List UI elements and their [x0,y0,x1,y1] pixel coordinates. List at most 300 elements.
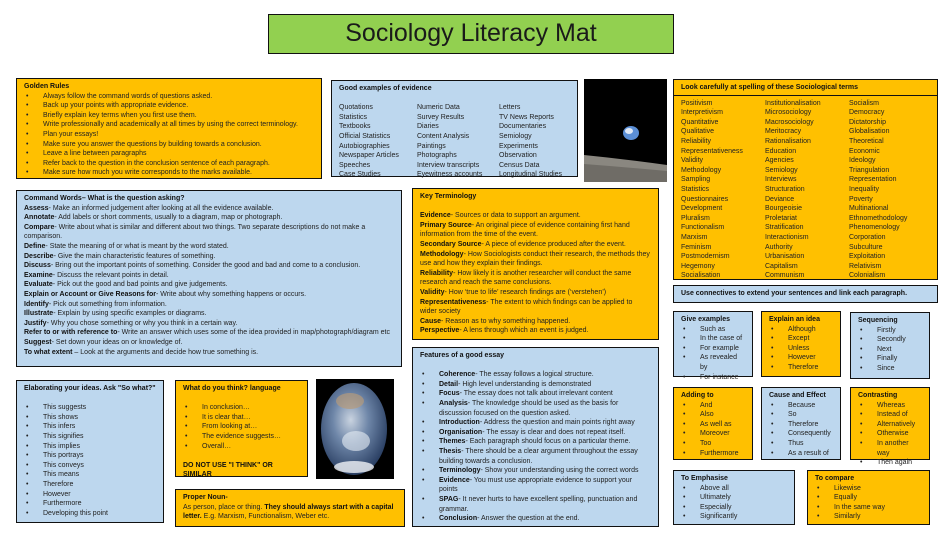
grid-term: Institutionalisation [765,99,821,107]
grid-term: Semiology [765,166,798,174]
list-item: • In another way [858,439,922,458]
compare-box [807,470,930,525]
list-item: • In the same way [815,503,922,513]
list-item: • As a result of [769,449,833,459]
what-do-you-think-box [175,380,308,477]
definition-text: The essay follows a logical structure. [479,371,594,379]
definition-item [420,326,651,336]
list-item: • Similarly [815,512,922,522]
grid-term: Official Statistics [339,132,391,140]
list-item: • Consequently [769,429,833,439]
list-item: • The evidence suggests… [183,432,300,442]
definition-item [420,466,651,476]
command-words-list [24,204,394,358]
sequencing-box [850,312,930,379]
grid-term: Functionalism [681,224,725,232]
spelling-grid [681,99,930,281]
grid-term: Representativeness [681,147,743,155]
sequencing-heading: Sequencing [858,317,898,324]
definition-text: Write an answer which uses some of the idea provided in map/photograph/diagram etc [121,329,390,337]
definition-sep: - [117,329,122,337]
definition-term: Secondary Source [420,240,482,248]
list-item: • Plan your essays! [24,130,314,140]
grid-term: Authority [765,243,793,251]
definition-term: Thesis [439,447,462,455]
grid-term: Communism [765,272,805,280]
evidence-heading: Good examples of evidence [339,85,432,92]
list-item: • Furthermore [24,499,156,509]
definition-item [24,213,394,223]
definition-item [420,288,651,298]
definition-sep: - [465,438,470,446]
list-item: • And [681,401,745,411]
list-item: • Therefore [24,480,156,490]
definition-term: Discuss [24,262,51,270]
definition-sep: - [453,269,458,277]
definition-text: Answer the question at the end. [481,515,580,523]
definition-sep: - [52,281,58,289]
list-item: • This portrays [24,451,156,461]
definition-item [420,437,651,447]
emphasise-list [681,484,787,522]
list-item: • Make sure you answer the questions by building towards a conclusion. [24,140,314,150]
definition-item [24,300,394,310]
definition-term: Identify [24,300,49,308]
definition-item [420,514,651,524]
definition-term: Cause [420,317,442,325]
definition-sep: - [480,467,485,475]
grid-term: Multinational [849,205,889,213]
definition-text: Discuss the relevant points in detail. [57,271,169,279]
definition-text: Show your understanding using the correct words [484,467,639,475]
list-item: • This signifies [24,432,156,442]
grid-term: Longitudinal Studies [499,171,563,179]
spelling-heading: Look carefully at spelling of these Sociological terms [674,83,937,96]
definition-text: The knowledge should be used as the basis for discussion focused on the question asked. [439,399,619,417]
list-item: • Ultimately [681,493,787,503]
grid-term: Autobiographies [339,142,390,150]
definition-text: Why you chose something or why you think in a certain way. [50,319,238,327]
definition-sep: - [54,214,59,222]
definition-term: Evidence [420,212,451,220]
explain-idea-heading: Explain an idea [769,316,820,323]
grid-term: Interviews [765,176,797,184]
grid-term: Semiology [499,132,532,140]
list-item: • Except [769,334,833,344]
definition-sep: - [461,447,466,455]
list-item: • So [769,410,833,420]
cause-effect-box [761,387,841,460]
definition-term: Annotate [24,214,55,222]
list-item: • Briefly explain key terms when you first use them. [24,111,314,121]
grid-term: Hegemony [681,262,715,270]
definition-item [420,221,651,240]
grid-term: Case Studies [339,171,381,179]
definition-sep: - [479,419,484,427]
list-item: • Unless [769,344,833,354]
list-item: • However [24,490,156,500]
grid-term: TV News Reports [499,113,554,121]
definition-item [24,338,394,348]
definition-text: Make an informed judgement after looking at all the evidence available. [52,204,274,212]
list-item: • This suggests [24,403,156,413]
definition-term: Primary Source [420,221,472,229]
grid-term: Economic [849,147,880,155]
definition-term: Describe [24,252,54,260]
connectives-heading: Use connectives to extend your sentences and link each paragraph. [681,290,908,297]
contrasting-box [850,387,930,467]
definition-sep: - [52,271,58,279]
definition-sep: - [48,204,53,212]
definition-text: Look at the arguments and decide how true something is. [80,348,259,356]
grid-term: Eyewitness accounts [417,171,483,179]
list-item: • Equally [815,493,922,503]
grid-term: Newspaper Articles [339,152,399,160]
grid-term: Observation [499,152,537,160]
list-item: • Also [681,410,745,420]
grid-term: Postmodernism [681,253,730,261]
grid-term: Census Data [499,161,540,169]
definition-text: Each paragraph should focus on a particular theme. [469,438,631,446]
definition-sep: - [53,252,58,260]
definition-text: You must use appropriate evidence to support your points [439,476,633,494]
grid-term: Representation [849,176,897,184]
proper-noun-heading: Proper Noun- [183,494,228,501]
definition-term: Organisation [439,428,483,436]
definition-term: To what extent [24,348,73,356]
list-item: • Therefore [769,420,833,430]
grid-term: Bourgeoisie [765,205,802,213]
grid-term: Qualitative [681,128,715,136]
definition-term: Illustrate [24,310,54,318]
definition-item [24,204,394,214]
list-item: • As revealed by [681,353,745,372]
definition-text: A piece of evidence produced after the event. [485,240,626,248]
page-title: Sociology Literacy Mat [268,14,674,54]
definition-sep: - [54,223,59,231]
list-item: • Secondly [858,335,922,345]
grid-term: Marxism [681,233,708,241]
definition-sep: - [51,338,56,346]
grid-term: Statistics [681,185,710,193]
definition-sep: - [46,319,51,327]
golden-rules-list [24,92,314,178]
grid-term: Socialisation [681,272,721,280]
list-item: • Likewise [815,484,922,494]
definition-item [24,290,394,300]
list-item: • This means [24,470,156,480]
cause-effect-heading: Cause and Effect [769,392,826,399]
definition-text: An original piece of evidence containing first hand information from the time of the event. [420,221,630,239]
definition-term: Evidence [439,476,470,484]
grid-term: Ideology [849,157,876,165]
grid-term: Stratification [765,224,804,232]
definition-item [24,280,394,290]
list-item: • This infers [24,422,156,432]
definition-term: Introduction [439,419,480,427]
proper-noun-box [175,489,405,527]
grid-term: Survey Results [417,113,465,121]
grid-term: Letters [499,104,521,112]
definition-text: The essay is clear and does not repeat itself. [486,428,626,436]
list-item: • This conveys [24,461,156,471]
grid-term: Microsociology [765,109,812,117]
definition-text: High level understanding is demonstrated [462,380,592,388]
definition-term: Define [24,242,46,250]
list-item: • Always follow the command words of questions asked. [24,92,314,102]
definition-text: How likely it is another researcher will conduct the same research and reach the same conclusions. [420,269,632,287]
definition-item [24,223,394,242]
grid-term: Capitalism [765,262,798,270]
definition-text: Give the main characteristic features of something. [57,252,216,260]
list-item: • Write professionally and academically at all times by using the correct terminology. [24,120,314,130]
definition-term: Detail [439,380,459,388]
definition-term: Justify [24,319,47,327]
definition-item [420,495,651,514]
elaborating-heading: Elaborating your ideas. Ask "So what?" [24,385,156,392]
list-item: • In the case of [681,334,745,344]
definition-sep: - [471,221,476,229]
list-item: • Thus [769,439,833,449]
give-examples-heading: Give examples [681,316,731,323]
definition-text: Set down your ideas on or knowledge of. [55,338,183,346]
definition-sep: - [50,262,56,270]
definition-item [420,447,651,466]
definition-item [420,380,651,390]
grid-term: Proletariat [765,214,797,222]
list-item: • Therefore [769,363,833,373]
definition-text: It never hurts to have excellent spelling, punctuation and grammar. [439,495,638,513]
what-do-you-think-list [183,403,300,451]
grid-term: Paintings [417,142,446,150]
grid-term: Photographs [417,152,457,160]
elaborating-list [24,403,156,518]
definition-term: Compare [24,223,55,231]
definition-term: Assess [24,204,49,212]
definition-item [420,317,651,327]
definition-item [420,428,651,438]
emphasise-box [673,470,795,525]
definition-sep: – [72,348,81,356]
key-terminology-heading: Key Terminology [420,193,477,200]
grid-term: Interpretivism [681,109,724,117]
definition-sep: - [469,476,474,484]
cause-effect-list [769,401,833,459]
list-item: • Significantly [681,512,787,522]
definition-sep: - [45,242,50,250]
elaborating-box [16,380,164,523]
list-item: • For instance [681,373,745,383]
definition-sep: - [459,390,464,398]
evidence-box [331,80,578,177]
grid-term: Interactionism [765,233,809,241]
list-item: • Otherwise [858,429,922,439]
list-item: • In conclusion… [183,403,300,413]
definition-item [420,298,651,317]
list-item: • Although [769,325,833,335]
definition-item [24,319,394,329]
definition-text: Write about why something happens or occurs. [160,290,307,298]
grid-term: Agencies [765,157,794,165]
list-item: • This implies [24,442,156,452]
definition-term: Suggest [24,338,52,346]
key-terminology-list [420,211,651,336]
grid-term: Globalisation [849,128,890,136]
definition-sep: - [481,240,486,248]
definition-sep: - [53,310,58,318]
definition-text: State the meaning of or what is meant by the word stated. [49,242,229,250]
list-item: • Such as [681,325,745,335]
definition-item [24,242,394,252]
grid-term: Sampling [681,176,711,184]
list-item: • Instead of [858,410,922,420]
grid-term: Macrosociology [765,118,814,126]
contrasting-list [858,401,922,468]
definition-sep: - [486,298,491,306]
proper-noun-rule: They should always start with a capital letter. [183,503,394,521]
list-item: • Since [858,364,922,374]
earthrise-photo [584,79,667,182]
grid-term: Documentaries [499,123,547,131]
grid-term: Pluralism [681,214,710,222]
contrasting-heading: Contrasting [858,392,898,399]
grid-term: Deviance [765,195,795,203]
features-list [420,370,651,524]
definition-text: The extent to which findings can be applied to wider society [420,298,633,316]
explain-idea-box [761,311,841,377]
definition-sep: - [458,495,463,503]
definition-item [24,348,394,358]
definition-term: Perspective [420,327,460,335]
definition-term: Coherence [439,371,476,379]
grid-term: Socialism [849,99,879,107]
list-item: • Overall… [183,442,300,452]
definition-sep: - [458,380,463,388]
grid-term: Experiments [499,142,538,150]
definition-item [420,269,651,288]
features-heading: Features of a good essay [420,352,505,359]
grid-term: Urbanisation [765,253,805,261]
definition-text: Reason as to why something happened. [445,317,571,325]
evidence-grid [339,103,570,180]
definition-sep: - [441,317,446,325]
grid-term: Content Analysis [417,132,470,140]
adding-to-heading: Adding to [681,392,714,399]
definition-item [24,252,394,262]
grid-term: Textbooks [339,123,371,131]
connectives-heading-box [673,285,938,303]
adding-to-box [673,387,753,460]
list-item: • Back up your points with appropriate evidence. [24,101,314,111]
grid-term: Ethnomethodology [849,214,908,222]
definition-sep: - [467,399,472,407]
grid-term: Questionnaires [681,195,729,203]
grid-term: Speeches [339,161,371,169]
grid-term: Structuration [765,185,805,193]
list-item: • Especially [681,503,787,513]
definition-sep: - [475,371,480,379]
command-words-heading: Command Words– What is the question asking? [24,195,185,202]
list-item: • For example [681,344,745,354]
grid-term: Reliability [681,137,711,145]
grid-term: Positivism [681,99,713,107]
grid-term: Relativism [849,262,882,270]
definition-item [420,418,651,428]
definition-term: Examine [24,271,53,279]
definition-item [24,261,394,271]
list-item: • Furthermore [681,449,745,459]
definition-text: Add labels or short comments, usually to a diagram, map or photograph. [58,214,283,222]
list-item: • Developing this point [24,509,156,519]
earth-globe-photo [316,379,394,479]
grid-term: Meritocracy [765,128,802,136]
definition-item [24,309,394,319]
list-item: • However [769,353,833,363]
proper-noun-text: As person, place or thing. [183,503,265,511]
list-item: • Firstly [858,326,922,336]
definition-text: Pick out something from information. [53,300,167,308]
list-item: • From looking at… [183,422,300,432]
definition-item [420,476,651,495]
definition-text: How Sociologists conduct their research, the methods they use and how they explain their findings. [420,250,650,268]
definition-text: Bring out the important points of something. Consider the good and bad and come to a conclusion. [55,262,361,270]
list-item: • Next [858,345,922,355]
definition-sep: - [444,288,449,296]
grid-term: Methodology [681,166,722,174]
definition-term: Reliability [420,269,454,277]
list-item: • Moreover [681,429,745,439]
adding-to-list [681,401,745,459]
list-item: • Alternatively [858,420,922,430]
golden-rules-box [16,78,322,179]
grid-term: Quantitative [681,118,719,126]
key-terminology-box [412,188,659,340]
grid-term: Theoretical [849,137,884,145]
definition-term: Focus [439,390,460,398]
definition-term: Methodology [420,250,464,258]
definition-item [24,328,394,338]
definition-sep: - [482,428,487,436]
definition-text: Sources or data to support an argument. [455,212,581,220]
compare-list [815,484,922,522]
definition-term: Themes [439,438,466,446]
definition-text: Address the question and main points right away [483,419,635,427]
list-item: • Then again [858,458,922,468]
grid-term: Subculture [849,243,883,251]
definition-term: SPAG [439,495,459,503]
definition-item [420,240,651,250]
command-words-box [16,190,402,367]
list-item: • Leave a line between paragraphs [24,149,314,159]
definition-term: Analysis [439,399,468,407]
spelling-box [673,79,938,280]
definition-item [420,250,651,269]
explain-idea-list [769,325,833,373]
what-do-you-think-heading: What do you think? language [183,385,281,392]
definition-text: Explain by using specific examples or diagrams. [57,310,207,318]
list-item: • Because [769,401,833,411]
definition-item [420,211,651,221]
list-item: • As well as [681,420,745,430]
compare-heading: To compare [815,475,855,482]
grid-term: Poverty [849,195,873,203]
list-item: • Make sure how much you write corresponds to the marks available. [24,168,314,178]
list-item: • Too [681,439,745,449]
grid-term: Inequality [849,185,879,193]
definition-term: Evaluate [24,281,53,289]
do-not-use-warning: DO NOT USE "I THINK" OR SIMILAR [183,461,273,479]
grid-term: Education [765,147,797,155]
